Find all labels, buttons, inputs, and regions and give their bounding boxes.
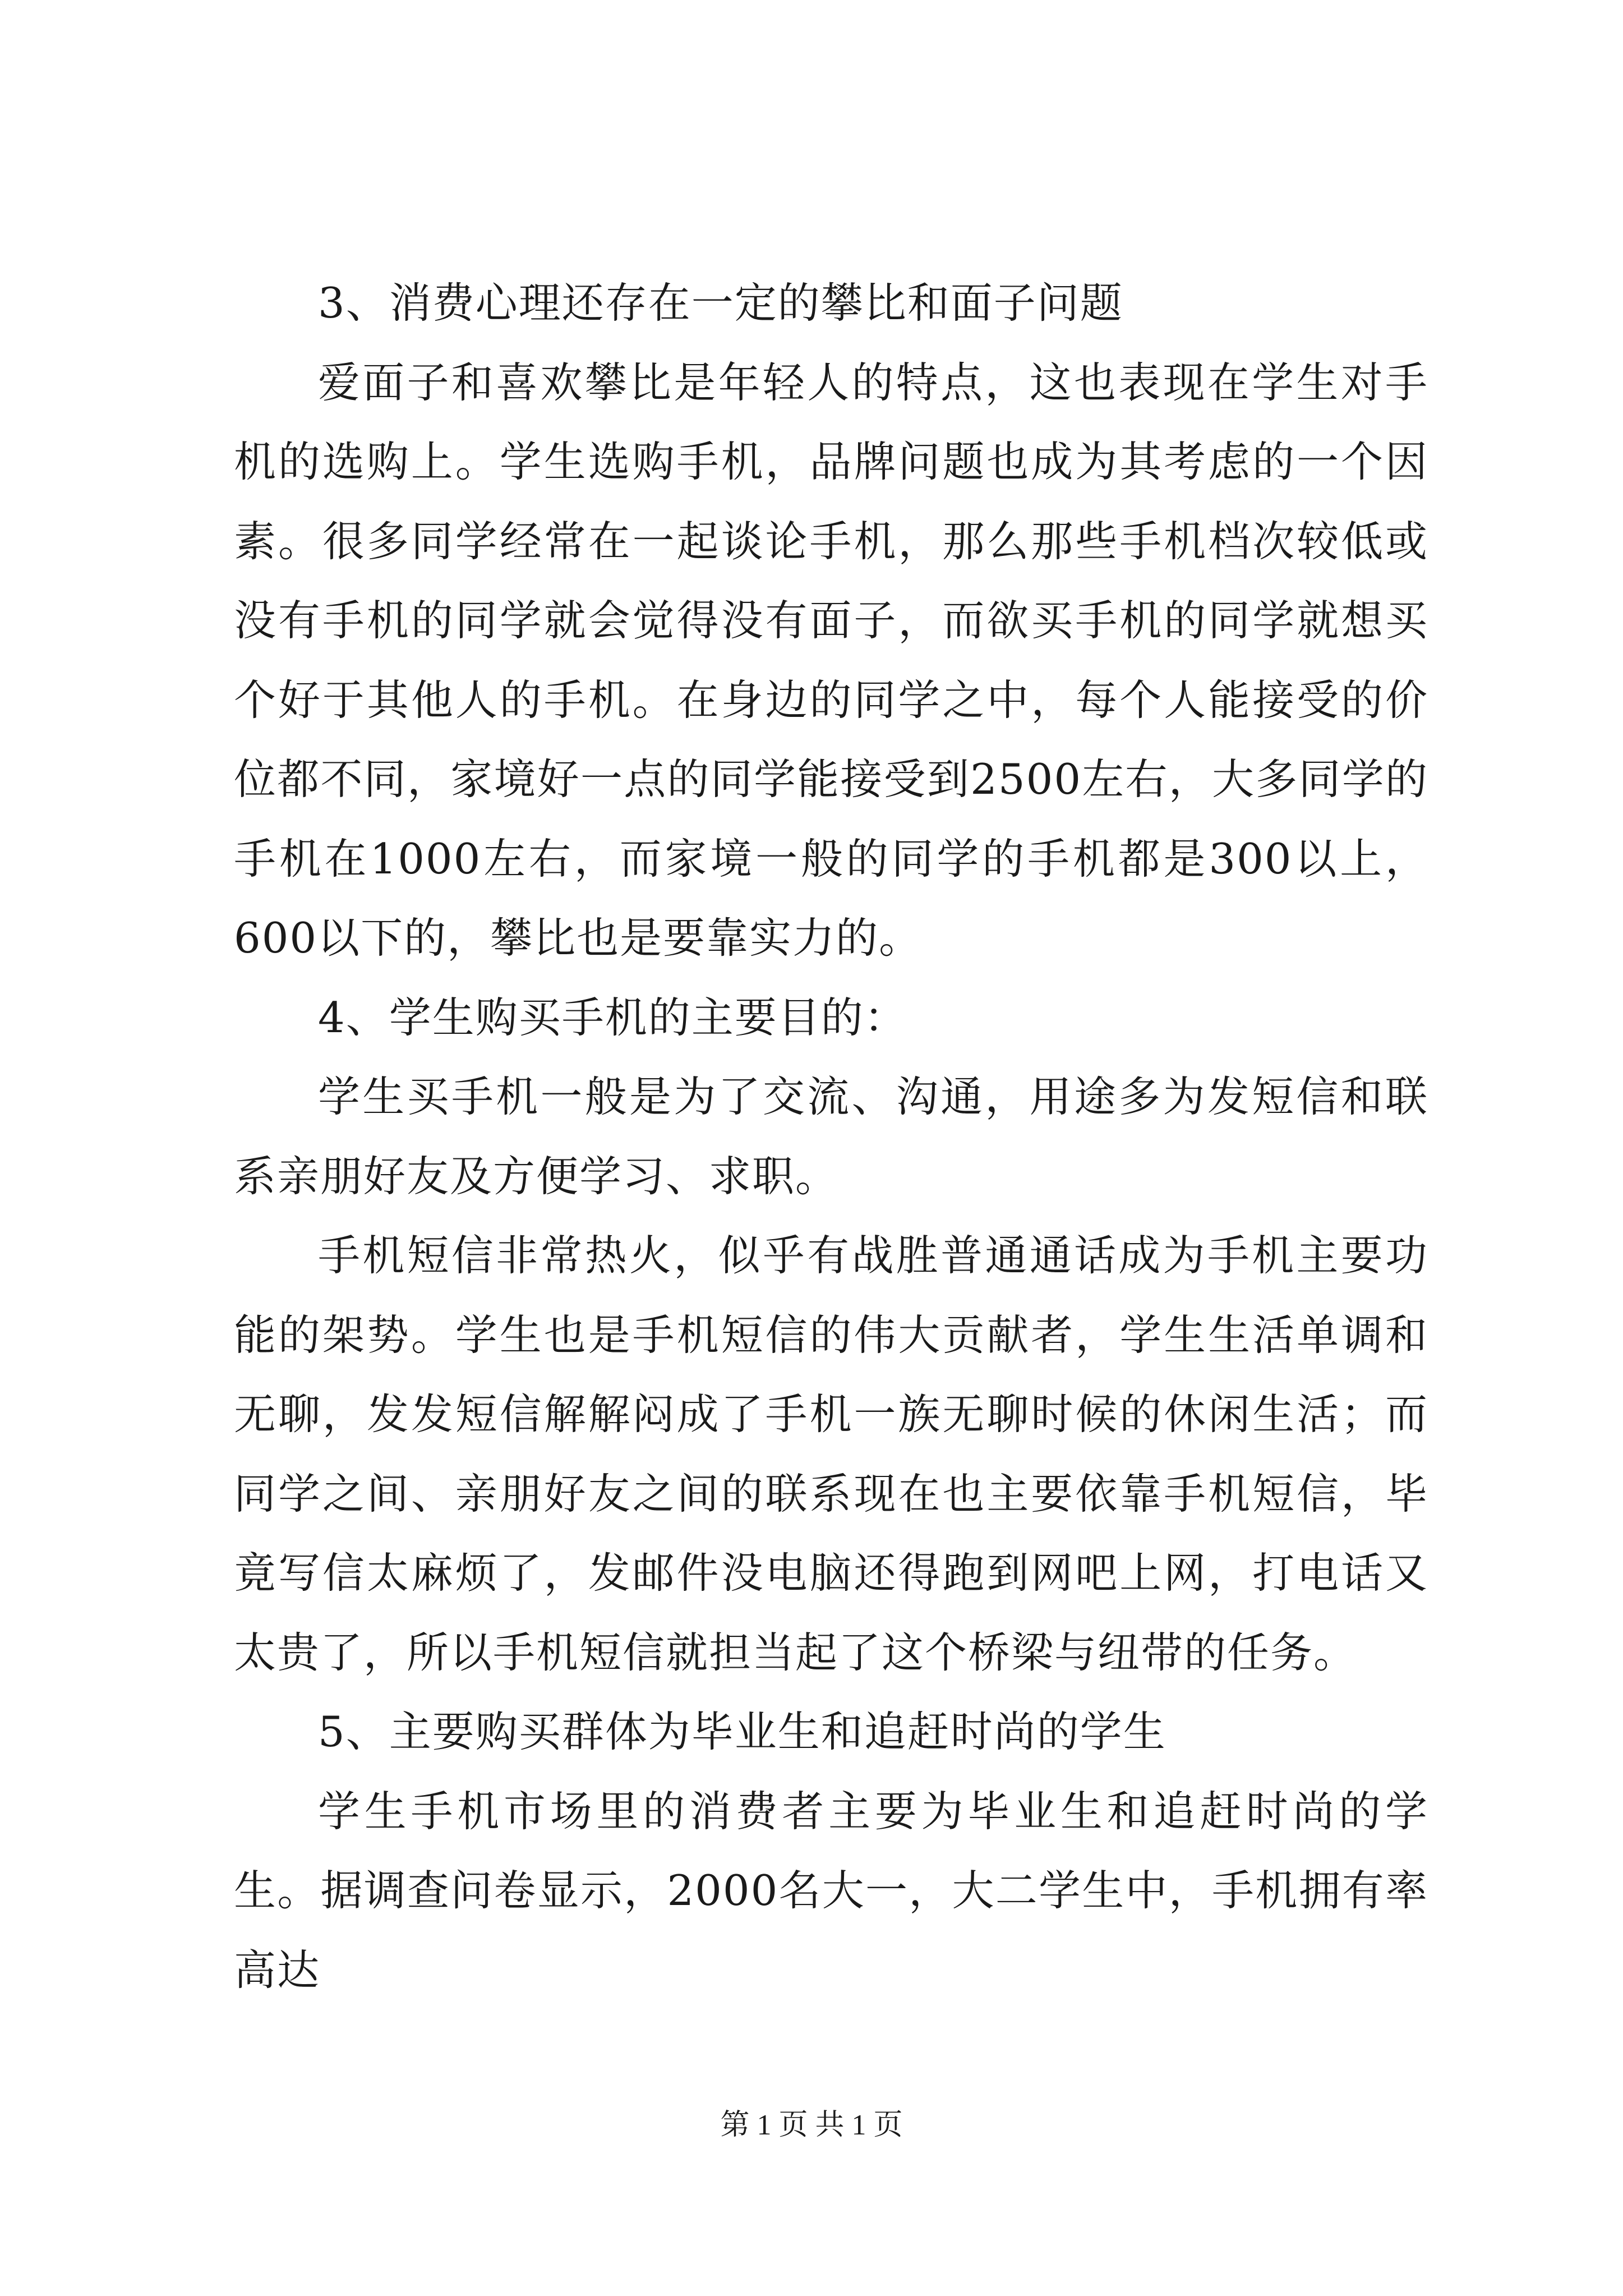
section-heading-3: 3、消费心理还存在一定的攀比和面子问题 — [318, 278, 1123, 328]
section-heading-4: 4、学生购买手机的主要目的： — [318, 992, 907, 1042]
paragraph-vanity: 爱面子和喜欢攀比是年轻人的特点，这也表现在学生对手机的选购上。学生选购手机，品牌问题也成为其考虑的一个因素。很多同学经常在一起谈论手机，那么那些手机档次较低或没有手机的同学就会觉得没有面子，而欲买手机的同学就想买个好于其他人的手机。在身边的同学之中，每个人能接受的价位都不同，家境好一点的同学能接受到2500左右，大多同学的手机在1000左右，而家境一般的同学的手机都是300以上，600以下的，攀比也是要靠实力的。 — [234, 357, 1428, 963]
document-body — [234, 264, 1428, 2010]
paragraph-purpose: 学生买手机一般是为了交流、沟通，用途多为发短信和联系亲朋好友及方便学习、求职。 — [234, 1072, 1428, 1201]
page-number-footer: 第 1 页 共 1 页 — [720, 2109, 903, 2141]
paragraph-buyers: 学生手机市场里的消费者主要为毕业生和追赶时尚的学生。据调查问卷显示，2000名大一，大二学生中，手机拥有率高达 — [234, 1786, 1428, 1995]
paragraph-sms: 手机短信非常热火，似乎有战胜普通通话成为手机主要功能的架势。学生也是手机短信的伟大贡献者，学生生活单调和无聊，发发短信解解闷成了手机一族无聊时候的休闲生活；而同学之间、亲朋好友之间的联系现在也主要依靠手机短信，毕竟写信太麻烦了，发邮件没电脑还得跑到网吧上网，打电话又太贵了，所以手机短信就担当起了这个桥梁与纽带的任务。 — [234, 1231, 1428, 1677]
section-heading-5: 5、主要购买群体为毕业生和追赶时尚的学生 — [318, 1707, 1166, 1756]
